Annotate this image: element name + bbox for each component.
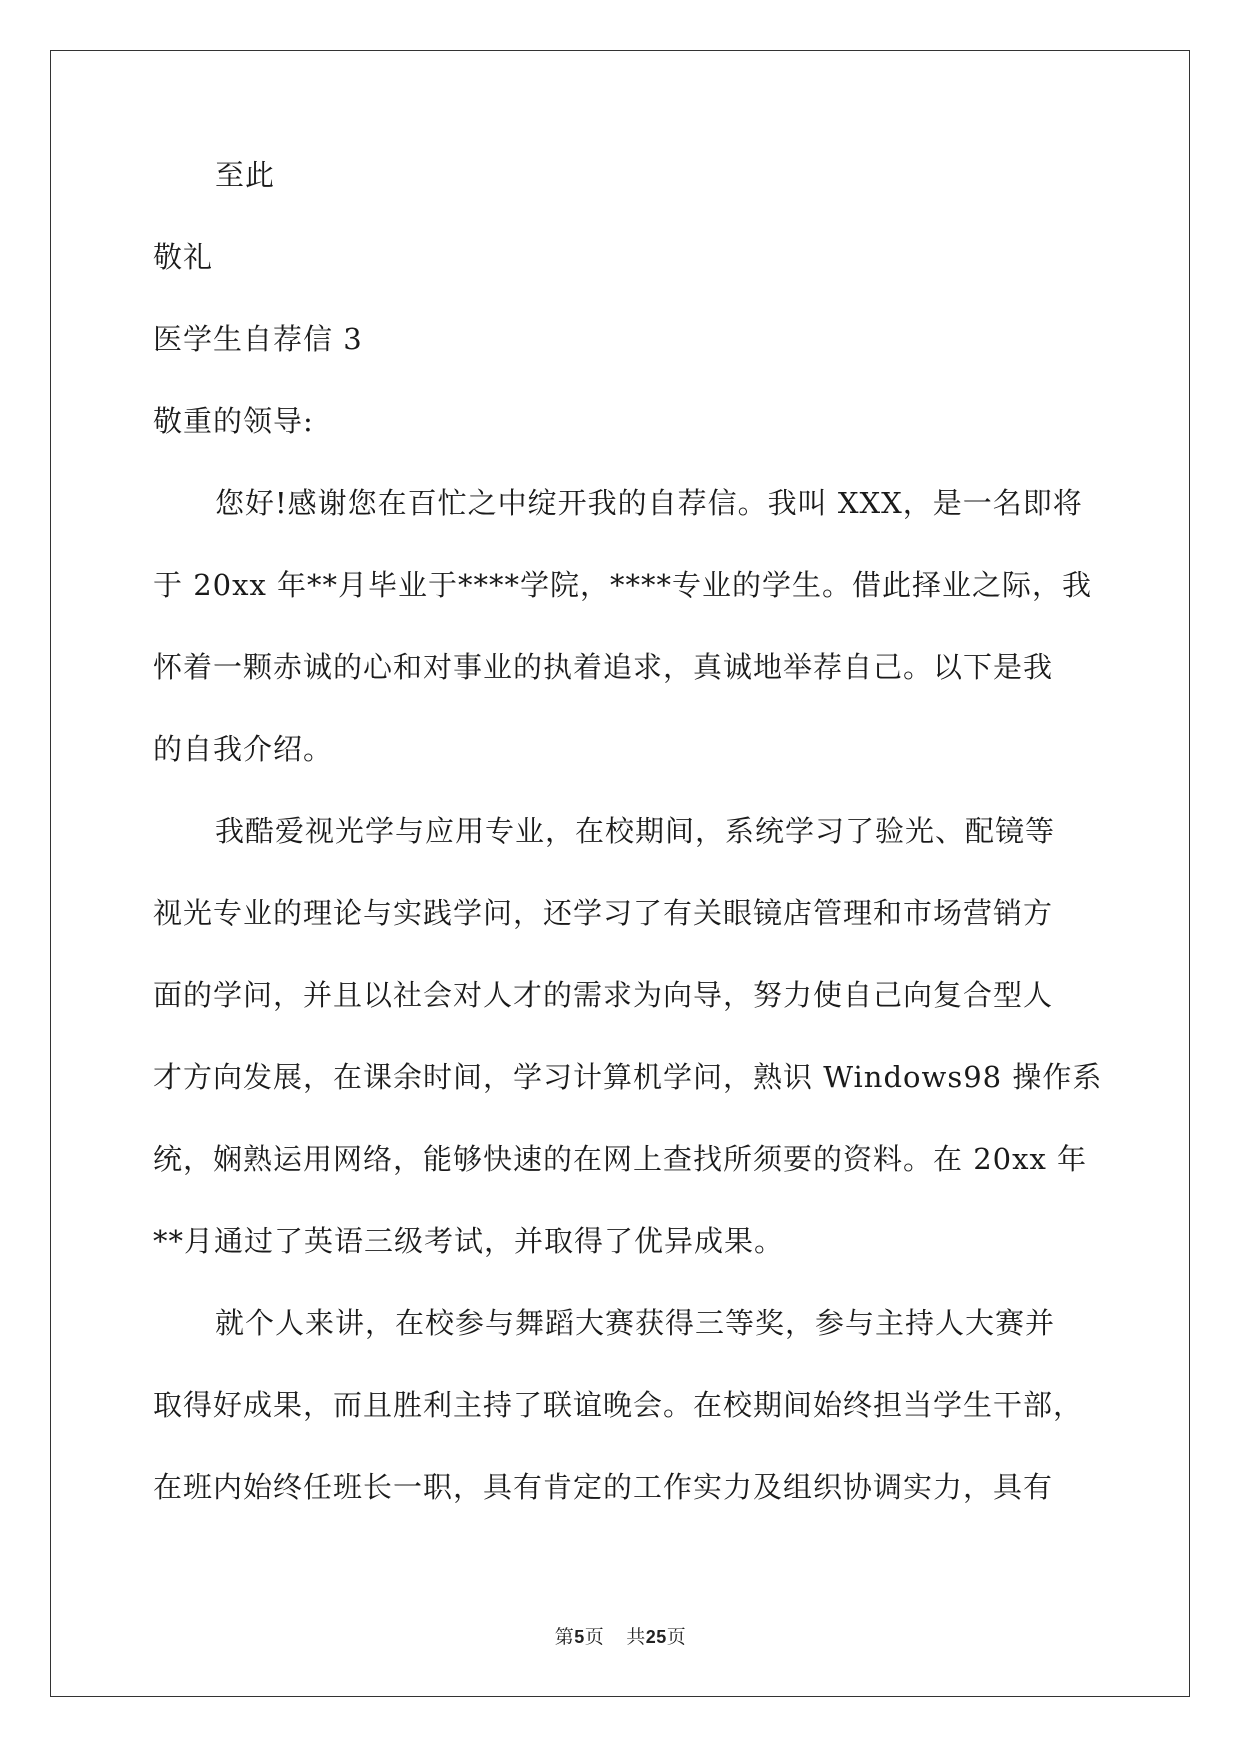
- text-line: 于 20xx 年**月毕业于****学院，****专业的学生。借此择业之际，我: [153, 568, 1093, 602]
- text-line: **月通过了英语三级考试，并取得了优异成果。: [153, 1224, 785, 1258]
- total-prefix: 共: [626, 1626, 646, 1648]
- text-line: 至此: [215, 158, 276, 192]
- document-body: [153, 155, 1103, 1549]
- total-pages: 25: [645, 1627, 667, 1647]
- page-prefix: 第: [554, 1626, 575, 1648]
- document-heading: 医学生自荐信 3: [153, 322, 363, 356]
- page-footer: [0, 1622, 1241, 1649]
- page-suffix: 页: [584, 1626, 605, 1648]
- total-suffix: 页: [666, 1626, 687, 1648]
- page-number: 5: [574, 1627, 585, 1647]
- text-line: 面的学问，并且以社会对人才的需求为向导，努力使自己向复合型人: [153, 978, 1054, 1012]
- text-line: 在班内始终任班长一职，具有肯定的工作实力及组织协调实力，具有: [153, 1470, 1054, 1504]
- text-line: 取得好成果，而且胜利主持了联谊晚会。在校期间始终担当学生干部，: [153, 1388, 1084, 1422]
- text-line: 敬礼: [153, 240, 214, 274]
- text-line: 统，娴熟运用网络，能够快速的在网上查找所须要的资料。在 20xx 年: [153, 1142, 1088, 1176]
- text-line: 您好!感谢您在百忙之中绽开我的自荐信。我叫 XXX，是一名即将: [215, 486, 1083, 520]
- text-line: 就个人来讲，在校参与舞蹈大赛获得三等奖，参与主持人大赛并: [215, 1306, 1056, 1340]
- text-line: 视光专业的理论与实践学问，还学习了有关眼镜店管理和市场营销方: [153, 896, 1054, 930]
- text-line: 怀着一颗赤诚的心和对事业的执着追求，真诚地举荐自己。以下是我: [153, 650, 1054, 684]
- text-line: 才方向发展，在课余时间，学习计算机学问，熟识 Windows98 操作系: [153, 1060, 1103, 1094]
- salutation: 敬重的领导:: [153, 404, 314, 438]
- text-line: 我酷爱视光学与应用专业，在校期间，系统学习了验光、配镜等: [215, 814, 1056, 848]
- text-line: 的自我介绍。: [153, 732, 334, 766]
